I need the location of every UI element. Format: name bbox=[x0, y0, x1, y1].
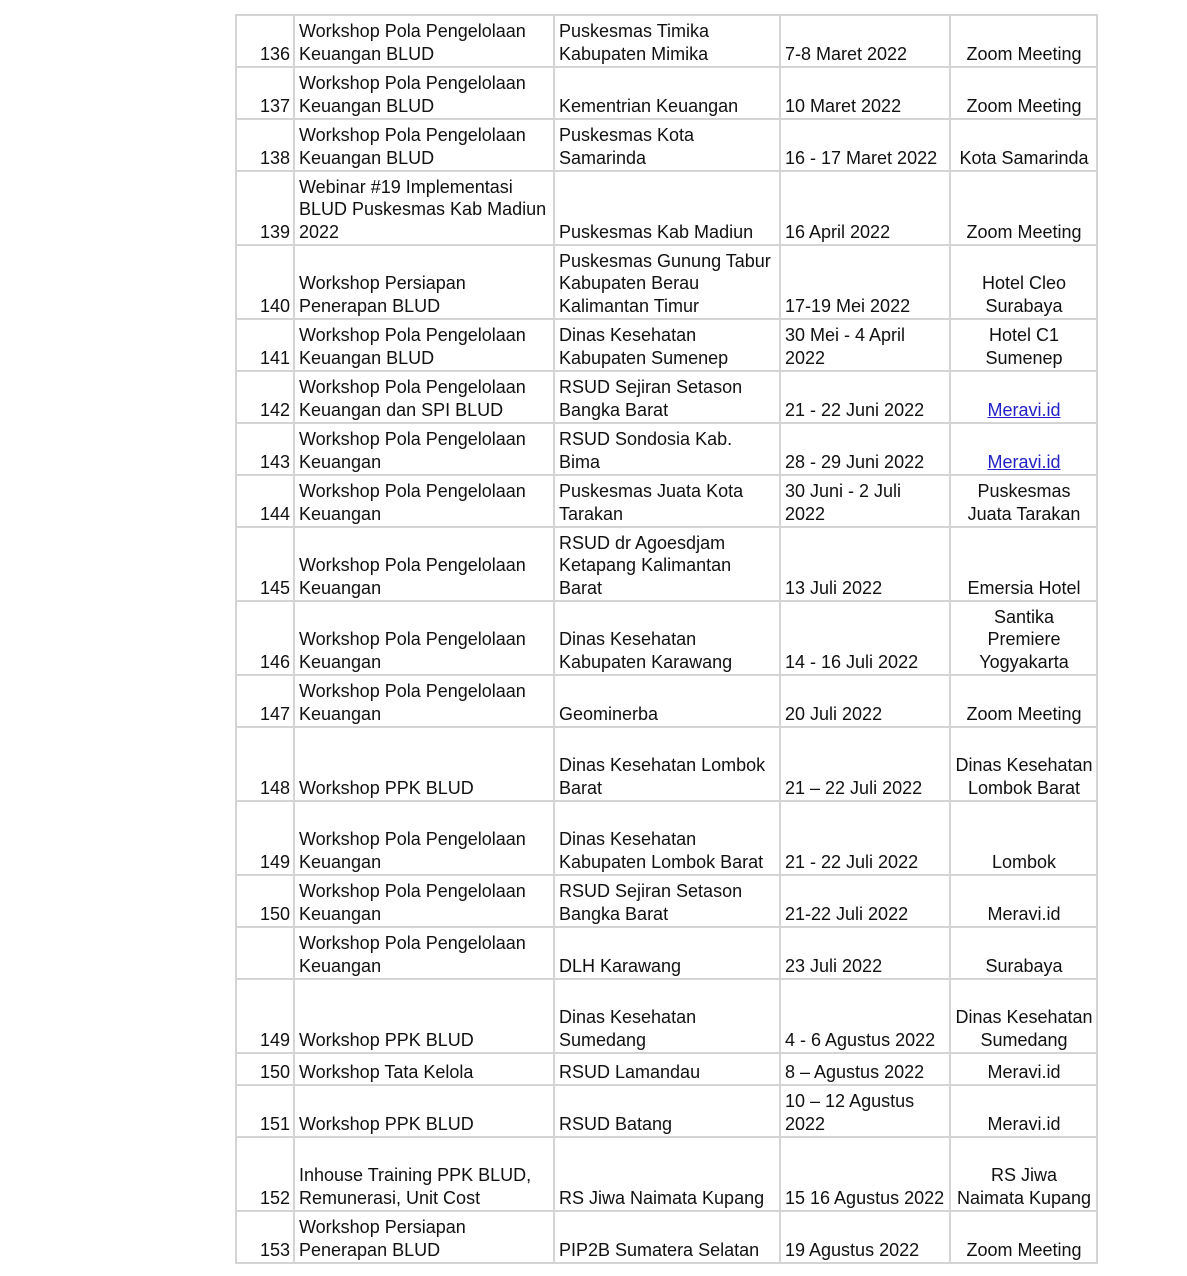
activity-cell: Workshop Pola Pengelolaan Keuangan bbox=[294, 601, 554, 675]
location-cell: Emersia Hotel bbox=[950, 527, 1097, 601]
activity-cell: Workshop Pola Pengelolaan Keuangan bbox=[294, 475, 554, 527]
client-cell: Dinas Kesehatan Kabupaten Karawang bbox=[554, 601, 780, 675]
row-number: 136 bbox=[236, 15, 294, 67]
date-cell: 7-8 Maret 2022 bbox=[780, 15, 950, 67]
date-cell: 21 – 22 Juli 2022 bbox=[780, 727, 950, 801]
client-cell: PIP2B Sumatera Selatan bbox=[554, 1211, 780, 1263]
client-cell: Dinas Kesehatan Lombok Barat bbox=[554, 727, 780, 801]
date-cell: 21-22 Juli 2022 bbox=[780, 875, 950, 927]
row-number: 141 bbox=[236, 319, 294, 371]
table-row bbox=[236, 527, 1097, 601]
activity-cell: Workshop Pola Pengelolaan Keuangan BLUD bbox=[294, 67, 554, 119]
location-cell: Hotel Cleo Surabaya bbox=[950, 245, 1097, 319]
client-cell: RSUD Sejiran Setason Bangka Barat bbox=[554, 371, 780, 423]
date-cell: 19 Agustus 2022 bbox=[780, 1211, 950, 1263]
date-cell: 17-19 Mei 2022 bbox=[780, 245, 950, 319]
table-row bbox=[236, 675, 1097, 727]
location-cell: Puskesmas Juata Tarakan bbox=[950, 475, 1097, 527]
table-row bbox=[236, 119, 1097, 171]
client-cell: Dinas Kesehatan Kabupaten Lombok Barat bbox=[554, 801, 780, 875]
location-cell: Zoom Meeting bbox=[950, 67, 1097, 119]
client-cell: Puskesmas Kota Samarinda bbox=[554, 119, 780, 171]
table-row bbox=[236, 1211, 1097, 1263]
location-link[interactable]: Meravi.id bbox=[987, 451, 1061, 472]
location-link[interactable]: Meravi.id bbox=[987, 399, 1061, 420]
date-cell: 10 Maret 2022 bbox=[780, 67, 950, 119]
table-row bbox=[236, 67, 1097, 119]
table-row bbox=[236, 423, 1097, 475]
client-cell: Dinas Kesehatan Kabupaten Sumenep bbox=[554, 319, 780, 371]
activity-cell: Workshop Pola Pengelolaan Keuangan bbox=[294, 527, 554, 601]
row-number bbox=[236, 927, 294, 979]
table-row bbox=[236, 1053, 1097, 1085]
activity-cell: Workshop Pola Pengelolaan Keuangan BLUD bbox=[294, 319, 554, 371]
location-cell bbox=[950, 371, 1097, 423]
activity-cell: Workshop Pola Pengelolaan Keuangan bbox=[294, 675, 554, 727]
location-cell bbox=[950, 423, 1097, 475]
table-row bbox=[236, 979, 1097, 1053]
location-cell: Zoom Meeting bbox=[950, 15, 1097, 67]
location-cell: Zoom Meeting bbox=[950, 171, 1097, 245]
client-cell: Puskesmas Gunung Tabur Kabupaten Berau Kalimantan Timur bbox=[554, 245, 780, 319]
table-row bbox=[236, 371, 1097, 423]
activity-cell: Workshop Pola Pengelolaan Keuangan bbox=[294, 875, 554, 927]
activity-cell: Workshop Pola Pengelolaan Keuangan bbox=[294, 423, 554, 475]
date-cell: 21 - 22 Juni 2022 bbox=[780, 371, 950, 423]
activity-cell: Workshop Pola Pengelolaan Keuangan bbox=[294, 801, 554, 875]
client-cell: RSUD Sejiran Setason Bangka Barat bbox=[554, 875, 780, 927]
date-cell: 23 Juli 2022 bbox=[780, 927, 950, 979]
activity-cell: Workshop Pola Pengelolaan Keuangan BLUD bbox=[294, 15, 554, 67]
table-row bbox=[236, 727, 1097, 801]
activity-cell: Workshop Pola Pengelolaan Keuangan BLUD bbox=[294, 119, 554, 171]
row-number: 153 bbox=[236, 1211, 294, 1263]
date-cell: 16 April 2022 bbox=[780, 171, 950, 245]
row-number: 143 bbox=[236, 423, 294, 475]
client-cell: Puskesmas Timika Kabupaten Mimika bbox=[554, 15, 780, 67]
activity-cell: Workshop Pola Pengelolaan Keuangan bbox=[294, 927, 554, 979]
date-cell: 20 Juli 2022 bbox=[780, 675, 950, 727]
table-body bbox=[236, 15, 1097, 1263]
row-number: 139 bbox=[236, 171, 294, 245]
table-row bbox=[236, 927, 1097, 979]
location-cell: Lombok bbox=[950, 801, 1097, 875]
table-row bbox=[236, 171, 1097, 245]
table-row bbox=[236, 801, 1097, 875]
activity-cell: Workshop Pola Pengelolaan Keuangan dan SPI BLUD bbox=[294, 371, 554, 423]
activity-cell: Workshop PPK BLUD bbox=[294, 979, 554, 1053]
row-number: 147 bbox=[236, 675, 294, 727]
client-cell: Dinas Kesehatan Sumedang bbox=[554, 979, 780, 1053]
date-cell: 16 - 17 Maret 2022 bbox=[780, 119, 950, 171]
row-number: 146 bbox=[236, 601, 294, 675]
table-row bbox=[236, 1085, 1097, 1137]
client-cell: Puskesmas Kab Madiun bbox=[554, 171, 780, 245]
date-cell: 30 Mei - 4 April 2022 bbox=[780, 319, 950, 371]
row-number: 145 bbox=[236, 527, 294, 601]
row-number: 137 bbox=[236, 67, 294, 119]
row-number: 140 bbox=[236, 245, 294, 319]
location-cell: Dinas Kesehatan Sumedang bbox=[950, 979, 1097, 1053]
activity-cell: Workshop Persiapan Penerapan BLUD bbox=[294, 245, 554, 319]
row-number: 150 bbox=[236, 1053, 294, 1085]
row-number: 138 bbox=[236, 119, 294, 171]
location-cell: Santika Premiere Yogyakarta bbox=[950, 601, 1097, 675]
location-cell: Zoom Meeting bbox=[950, 675, 1097, 727]
activity-cell: Workshop Persiapan Penerapan BLUD bbox=[294, 1211, 554, 1263]
activity-cell: Workshop PPK BLUD bbox=[294, 727, 554, 801]
location-cell: Meravi.id bbox=[950, 1053, 1097, 1085]
date-cell: 28 - 29 Juni 2022 bbox=[780, 423, 950, 475]
activity-cell: Workshop PPK BLUD bbox=[294, 1085, 554, 1137]
table-row bbox=[236, 15, 1097, 67]
location-cell: RS Jiwa Naimata Kupang bbox=[950, 1137, 1097, 1211]
client-cell: DLH Karawang bbox=[554, 927, 780, 979]
location-cell: Zoom Meeting bbox=[950, 1211, 1097, 1263]
row-number: 149 bbox=[236, 979, 294, 1053]
date-cell: 21 - 22 Juli 2022 bbox=[780, 801, 950, 875]
client-cell: RSUD dr Agoesdjam Ketapang Kalimantan Barat bbox=[554, 527, 780, 601]
location-cell: Kota Samarinda bbox=[950, 119, 1097, 171]
table-row bbox=[236, 475, 1097, 527]
date-cell: 10 – 12 Agustus 2022 bbox=[780, 1085, 950, 1137]
table-row bbox=[236, 875, 1097, 927]
table-row bbox=[236, 1137, 1097, 1211]
table-row bbox=[236, 245, 1097, 319]
client-cell: Kementrian Keuangan bbox=[554, 67, 780, 119]
table-row bbox=[236, 319, 1097, 371]
date-cell: 4 - 6 Agustus 2022 bbox=[780, 979, 950, 1053]
row-number: 142 bbox=[236, 371, 294, 423]
date-cell: 8 – Agustus 2022 bbox=[780, 1053, 950, 1085]
client-cell: RSUD Sondosia Kab. Bima bbox=[554, 423, 780, 475]
row-number: 152 bbox=[236, 1137, 294, 1211]
table-row bbox=[236, 601, 1097, 675]
row-number: 150 bbox=[236, 875, 294, 927]
client-cell: RSUD Batang bbox=[554, 1085, 780, 1137]
location-cell: Hotel C1 Sumenep bbox=[950, 319, 1097, 371]
client-cell: Puskesmas Juata Kota Tarakan bbox=[554, 475, 780, 527]
row-number: 149 bbox=[236, 801, 294, 875]
location-cell: Meravi.id bbox=[950, 1085, 1097, 1137]
date-cell: 15 16 Agustus 2022 bbox=[780, 1137, 950, 1211]
client-cell: RS Jiwa Naimata Kupang bbox=[554, 1137, 780, 1211]
row-number: 144 bbox=[236, 475, 294, 527]
client-cell: RSUD Lamandau bbox=[554, 1053, 780, 1085]
activity-cell: Webinar #19 Implementasi BLUD Puskesmas Kab Madiun 2022 bbox=[294, 171, 554, 245]
date-cell: 30 Juni - 2 Juli 2022 bbox=[780, 475, 950, 527]
training-schedule-table bbox=[235, 14, 1098, 1264]
row-number: 151 bbox=[236, 1085, 294, 1137]
location-cell: Surabaya bbox=[950, 927, 1097, 979]
client-cell: Geominerba bbox=[554, 675, 780, 727]
row-number: 148 bbox=[236, 727, 294, 801]
activity-cell: Workshop Tata Kelola bbox=[294, 1053, 554, 1085]
location-cell: Dinas Kesehatan Lombok Barat bbox=[950, 727, 1097, 801]
location-cell: Meravi.id bbox=[950, 875, 1097, 927]
date-cell: 13 Juli 2022 bbox=[780, 527, 950, 601]
date-cell: 14 - 16 Juli 2022 bbox=[780, 601, 950, 675]
activity-cell: Inhouse Training PPK BLUD, Remunerasi, Unit Cost bbox=[294, 1137, 554, 1211]
